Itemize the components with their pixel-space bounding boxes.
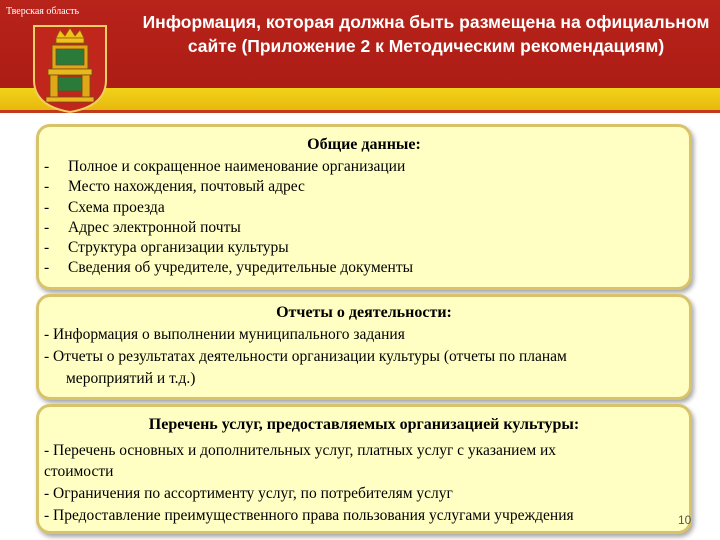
list-item: - Сведения об учредителе, учредительные документы [44,259,414,277]
list-item: - Полное и сокращенное наименование организации [44,158,406,175]
activity-reports-heading: Отчеты о деятельности: [276,304,452,321]
report-line: - Отчеты о результатах деятельности организации культуры (отчеты по планам [44,348,567,365]
list-item: - Структура организации культуры [44,239,289,257]
general-data-list [44,157,413,279]
page-title: Информация, которая должна быть размещена на официальном сайте (Приложение 2 к Методическим рекомендациям) [142,12,710,56]
coat-of-arms-icon [30,22,110,114]
services-line: - Перечень основных и дополнительных услуг, платных услуг с указанием их [44,442,557,459]
general-data-heading: Общие данные: [307,136,421,153]
page-number: 10 [678,513,692,527]
services-line: - Ограничения по ассортименту услуг, по потребителям услуг [44,485,453,502]
report-line: мероприятий и т.д.) [66,370,196,387]
list-item: - Адрес электронной почты [44,218,241,236]
report-line: - Информация о выполнении муниципального задания [44,326,405,343]
region-label: Тверская область [6,6,80,17]
list-item: - Место нахождения, почтовый адрес [44,178,305,196]
services-line: - Предоставление преимущественного права пользования услугами учреждения [44,507,574,524]
services-heading: Перечень услуг, предоставляемых организацией культуры: [148,416,580,433]
services-line: стоимости [44,463,114,480]
list-item: - Схема проезда [44,198,165,216]
